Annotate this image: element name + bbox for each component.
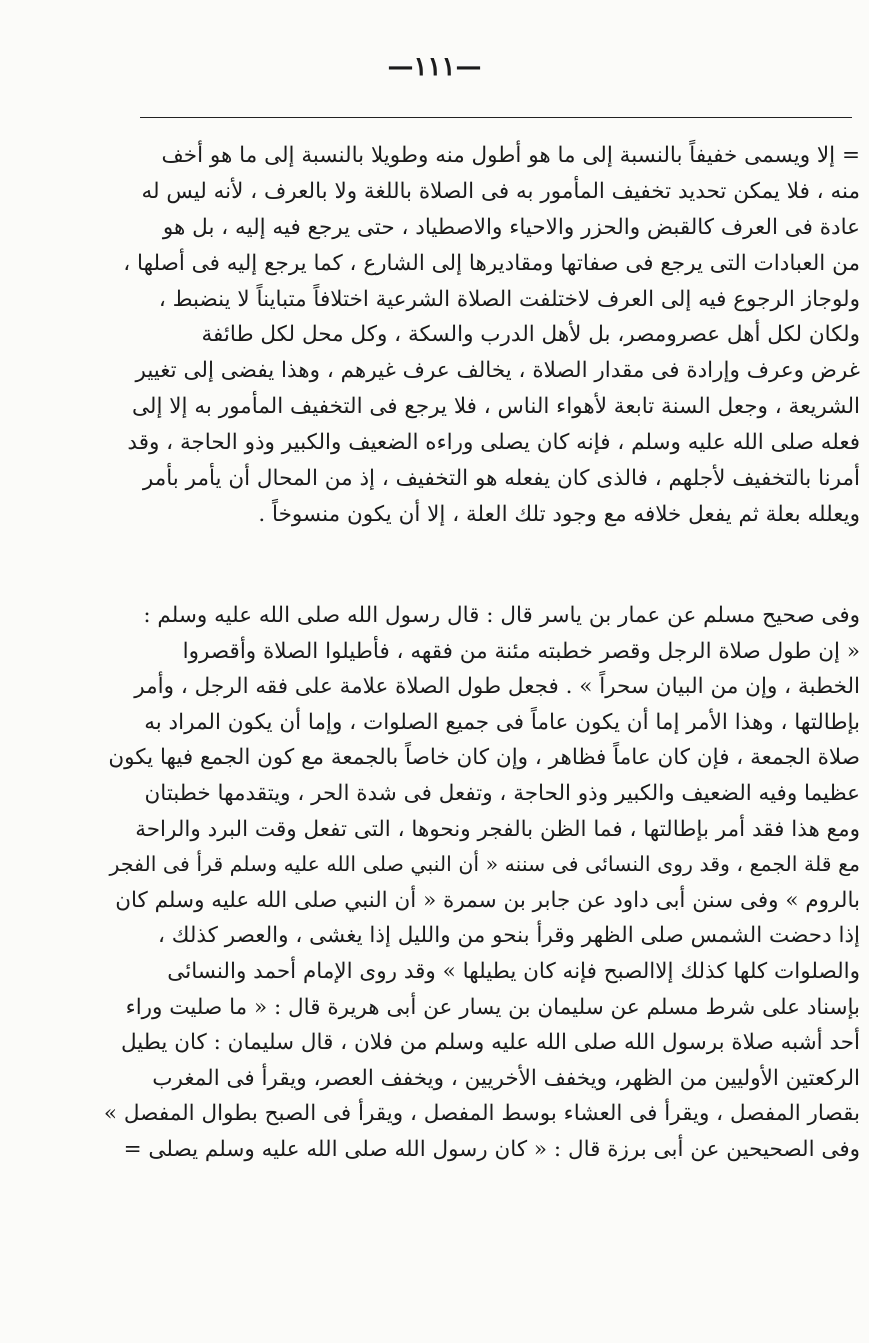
paragraph-1-line: عادة فى العرف كالقبض والحزر والاحياء والاصطياد ، حتى يرجع فيه إليه ، بل هو	[162, 214, 860, 240]
paragraph-1-line: غرض وعرف وإرادة فى مقدار الصلاة ، يخالف عرف غيرهم ، وهذا يفضى إلى تغيير	[135, 358, 860, 384]
paragraph-2-line: أحد أشبه صلاة برسول الله صلى الله عليه وسلم من فلان ، قال سليمان : كان يطيل	[120, 1030, 860, 1056]
paragraph-2-line: إذا دحضت الشمس صلى الظهر وقرأ بنحو من والليل إذا يغشى ، والعصر كذلك ،	[157, 923, 860, 949]
paragraph-2-line: وفى الصحيحين عن أبى برزة قال : « كان رسول الله صلى الله عليه وسلم يصلى =	[123, 1136, 860, 1162]
paragraph-2-line: بإطالتها ، وهذا الأمر إما أن يكون عاماً فى جميع الصلوات ، وإما أن يكون المراد به	[144, 709, 860, 735]
paragraph-2-line: الخطبة ، وإن من البيان سحراً » . فجعل طول الصلاة علامة على فقه الرجل ، وأمر	[134, 674, 860, 700]
paragraph-2-line: الركعتين الأوليين من الظهر، ويخفف الأخريين ، ويخفف العصر، ويقرأ فى المغرب	[152, 1065, 860, 1091]
page-number: —١١١—	[387, 52, 482, 82]
paragraph-1-line: ويعلله بعلة ثم يفعل خلافه مع وجود تلك العلة ، إلا أن يكون منسوخاً .	[258, 501, 860, 527]
paragraph-2-line: بالروم » وفى سنن أبى داود عن جابر بن سمرة « أن النبي صلى الله عليه وسلم كان	[115, 887, 860, 913]
paragraph-2-line: مع قلة الجمع ، وقد روى النسائى فى سننه « أن النبي صلى الله عليه وسلم قرأ فى الفجر	[109, 852, 860, 877]
paragraph-2-line: بإسناد على شرط مسلم عن سليمان بن يسار عن أبى هريرة قال : « ما صليت وراء	[125, 994, 860, 1020]
paragraph-2	[104, 598, 860, 1168]
paragraph-2-line: بقصار المفصل ، ويقرأ فى العشاء بوسط المفصل ، ويقرأ فى الصبح بطوال المفصل »	[104, 1101, 860, 1127]
paragraph-1-line: = إلا ويسمى خفيفاً بالنسبة إلى ما هو أطول منه وطويلا بالنسبة إلى ما هو أخف	[161, 143, 860, 168]
paragraph-2-line: والصلوات كلها كذلك إلاالصبح فإنه كان يطيلها » وقد روى الإمام أحمد والنسائى	[167, 958, 860, 984]
paragraph-1-line: الشريعة ، وجعل السنة تابعة لأهواء الناس ، فلا يرجع فى التخفيف المأمور به إلا إلى	[132, 394, 860, 420]
paragraph-2-line: ومع هذا فقد أمر بإطالتها ، فما الظن بالفجر ونحوها ، التى تفعل وقت البرد والراحة	[135, 816, 860, 842]
paragraph-1-line: فعله صلى الله عليه وسلم ، فإنه كان يصلى وراءه الضعيف والكبير وذو الحاجة ، وقد	[127, 430, 860, 456]
paragraph-2-line: صلاة الجمعة ، فإن كان عاماً فظاهر ، وإن كان خاصاً بالجمعة مع كون الجمع فيها يكون	[108, 745, 860, 771]
paragraph-2-line: « إن طول صلاة الرجل وقصر خطبته مئنة من فقهه ، فأطيلوا الصلاة وأقصروا	[182, 638, 860, 664]
paragraph-1-line: أمرنا بالتخفيف لأجلهم ، فالذى كان يفعله هو التخفيف ، إذ من المحال أن يأمر بأمر	[142, 466, 860, 492]
paragraph-1-line: ولكان لكل أهل عصرومصر، بل لأهل الدرب والسكة ، وكل محل لكل طائفة	[201, 322, 860, 348]
paragraph-1	[98, 138, 860, 533]
header-rule	[140, 117, 852, 118]
paragraph-1-line: من العبادات التى يرجع فى صفاتها ومقاديرها إلى الشارع ، كما يرجع إليه فى أصلها ،	[123, 250, 860, 276]
paragraph-2-line: وفى صحيح مسلم عن عمار بن ياسر قال : قال رسول الله صلى الله عليه وسلم :	[143, 603, 860, 628]
paragraph-1-line: ولوجاز الرجوع فيه إلى العرف لاختلفت الصلاة الشرعية اختلافاً متبايناً لا ينضبط ،	[158, 286, 860, 312]
paragraph-1-line: منه ، فلا يمكن تحديد تخفيف المأمور به فى الصلاة باللغة ولا بالعرف ، لأنه ليس له	[141, 178, 860, 204]
paragraph-2-line: عظيما وفيه الضعيف والكبير وذو الحاجة ، وتفعل فى شدة الحر ، ويتقدمها خطبتان	[144, 780, 860, 806]
